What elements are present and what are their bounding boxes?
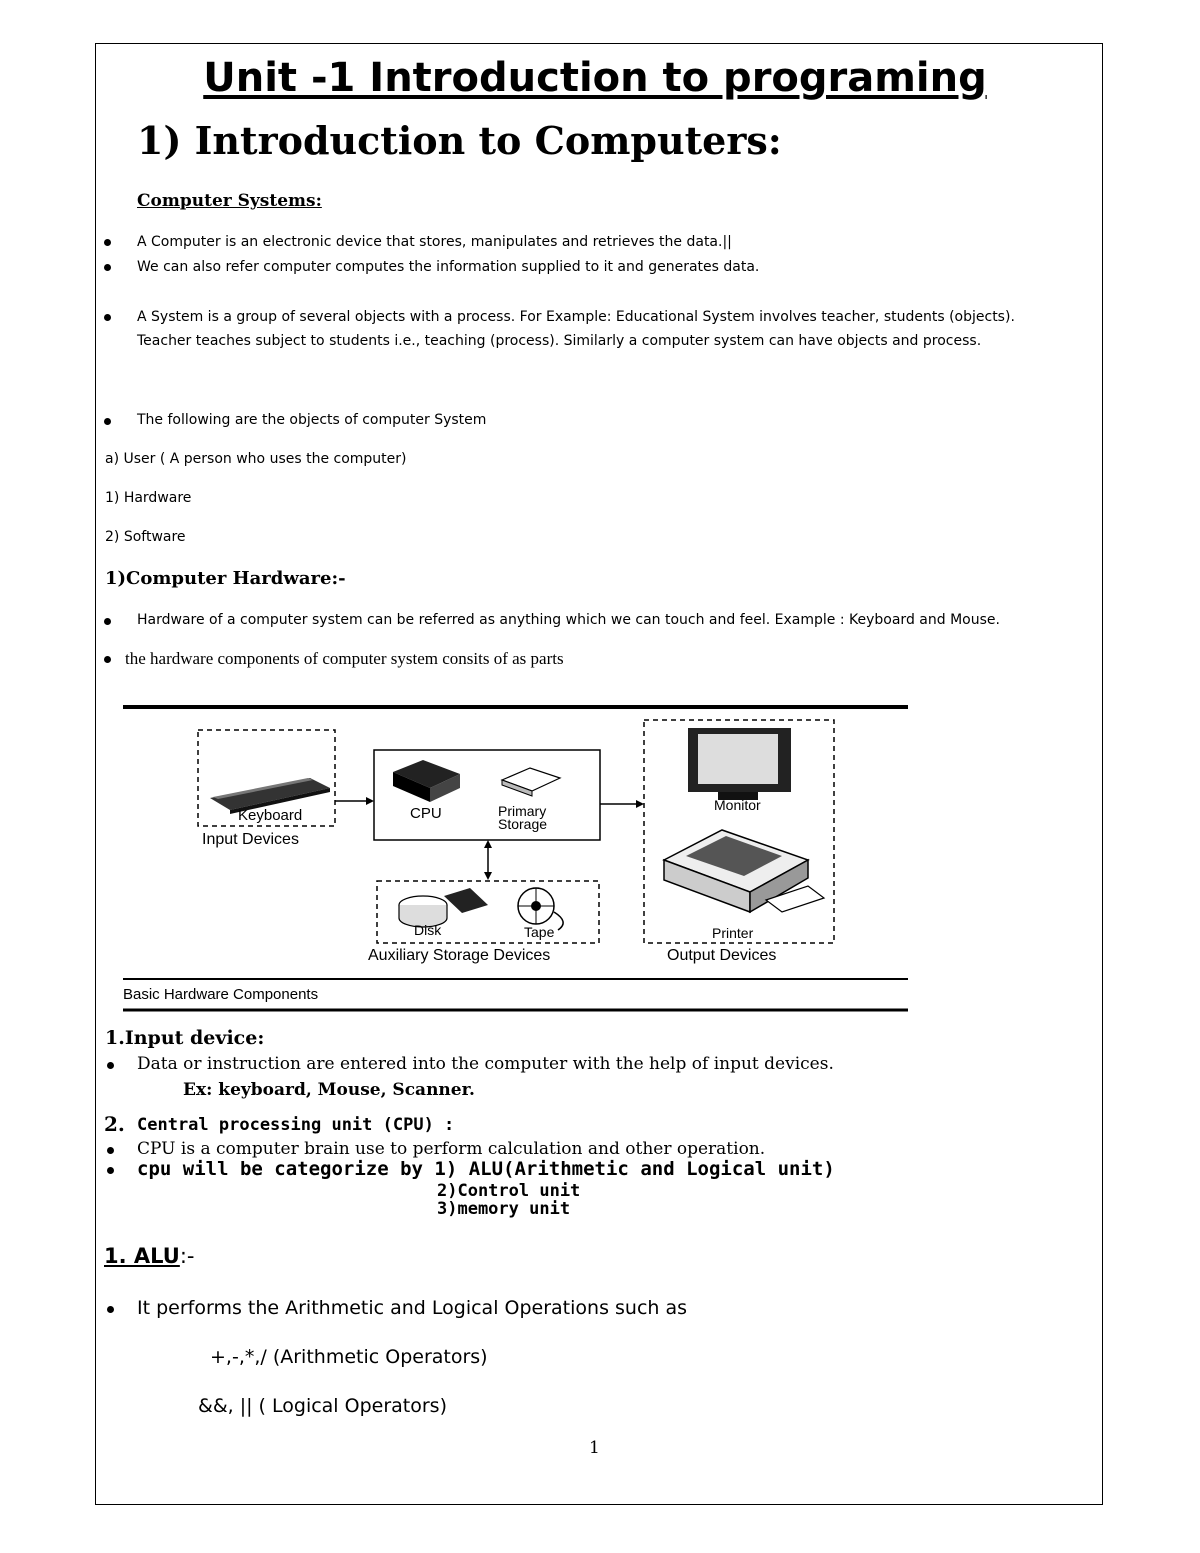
page-number: 1 bbox=[589, 1438, 600, 1458]
aux-label: Auxiliary Storage Devices bbox=[368, 947, 551, 964]
bullet-dot bbox=[104, 314, 111, 321]
printer-label: Printer bbox=[712, 925, 754, 941]
output-devices-label: Output Devices bbox=[667, 947, 777, 964]
section-heading: 1) Introduction to Computers: bbox=[137, 118, 782, 163]
disk-label: Disk bbox=[414, 922, 442, 938]
primary-storage-icon bbox=[502, 768, 560, 796]
input-device-heading: 1.Input device: bbox=[105, 1027, 265, 1049]
paragraph: the hardware components of computer system consits of as parts bbox=[125, 649, 564, 668]
paragraph: &&, || ( Logical Operators) bbox=[198, 1395, 447, 1417]
bullet-dot bbox=[104, 264, 111, 271]
hardware-diagram bbox=[118, 700, 913, 1015]
figure-caption: Basic Hardware Components bbox=[123, 986, 319, 1003]
page-title: Unit -1 Introduction to programing bbox=[203, 55, 987, 101]
paragraph: We can also refer computer computes the information supplied to it and generates data. bbox=[137, 259, 760, 275]
subsection-heading: Computer Systems: bbox=[137, 191, 322, 211]
bullet-dot bbox=[104, 618, 111, 625]
disk-icon bbox=[399, 888, 488, 927]
bullet-dot bbox=[104, 239, 111, 246]
alu-heading bbox=[104, 1244, 195, 1268]
paragraph: CPU is a computer brain use to perform calculation and other operation. bbox=[137, 1139, 766, 1159]
paragraph: It performs the Arithmetic and Logical Operations such as bbox=[137, 1297, 688, 1319]
paragraph: Ex: keyboard, Mouse, Scanner. bbox=[183, 1080, 475, 1100]
alu-heading-text: 1. ALU bbox=[104, 1244, 180, 1268]
bullet-dot bbox=[107, 1062, 114, 1069]
monitor-label: Monitor bbox=[714, 797, 761, 813]
bullet-dot bbox=[107, 1306, 114, 1313]
input-devices-label: Input Devices bbox=[202, 831, 299, 848]
list-item: 1) Hardware bbox=[105, 490, 192, 506]
list-item: 2) Software bbox=[105, 529, 186, 545]
tape-label: Tape bbox=[524, 924, 555, 940]
bullet-dot bbox=[104, 656, 111, 663]
storage-label: Storage bbox=[498, 816, 548, 832]
cpu-heading-number: 2. bbox=[104, 1112, 125, 1136]
paragraph: cpu will be categorize by 1) ALU(Arithmetic and Logical unit) bbox=[137, 1158, 835, 1180]
printer-icon bbox=[664, 830, 824, 912]
paragraph: Teacher teaches subject to students i.e., teaching (process). Similarly a computer system can have objects and process. bbox=[137, 333, 982, 349]
hardware-heading: 1)Computer Hardware:- bbox=[105, 568, 346, 589]
bullet-dot bbox=[107, 1147, 114, 1154]
alu-heading-suffix: :- bbox=[179, 1244, 195, 1268]
list-item: 2)Control unit bbox=[437, 1181, 581, 1201]
paragraph: The following are the objects of computer System bbox=[137, 412, 487, 428]
cpu-label: CPU bbox=[410, 805, 442, 822]
cpu-icon bbox=[393, 760, 460, 802]
paragraph: +,-,*,/ (Arithmetic Operators) bbox=[210, 1346, 488, 1368]
primary-label: Primary bbox=[498, 803, 547, 819]
list-item: a) User ( A person who uses the computer) bbox=[105, 451, 407, 467]
keyboard-label: Keyboard bbox=[238, 807, 303, 824]
paragraph: A Computer is an electronic device that stores, manipulates and retrieves the data.|| bbox=[137, 234, 732, 250]
monitor-icon bbox=[688, 728, 791, 800]
cpu-heading: Central processing unit (CPU) : bbox=[137, 1115, 455, 1135]
bullet-dot bbox=[107, 1167, 114, 1174]
bullet-dot bbox=[104, 418, 111, 425]
paragraph: Data or instruction are entered into the computer with the help of input devices. bbox=[137, 1054, 834, 1074]
paragraph: Hardware of a computer system can be referred as anything which we can touch and feel. Example : Keyboard and Mouse. bbox=[137, 612, 1000, 628]
paragraph: A System is a group of several objects with a process. For Example: Educational System involves teacher, students (objects). bbox=[137, 309, 1015, 325]
list-item: 3)memory unit bbox=[437, 1199, 571, 1219]
